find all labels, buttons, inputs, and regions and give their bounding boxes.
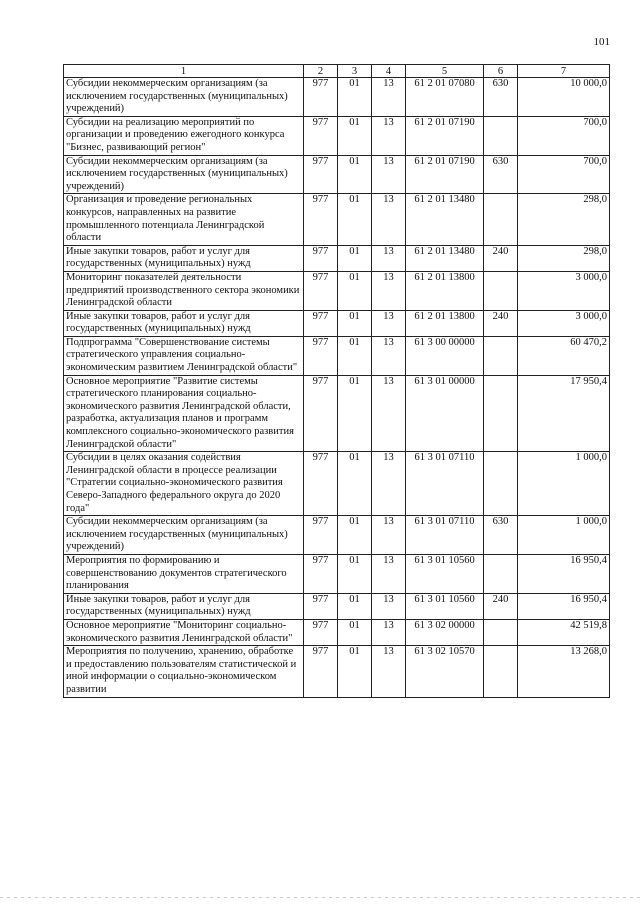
grbs-code-cell: 977 xyxy=(304,646,338,697)
grbs-code-cell: 977 xyxy=(304,375,338,452)
amount-cell: 10 000,0 xyxy=(518,78,610,117)
expense-type-cell xyxy=(484,646,518,697)
table-row xyxy=(64,271,610,310)
amount-cell: 16 950,4 xyxy=(518,593,610,619)
section-code-cell: 01 xyxy=(338,646,372,697)
amount-cell: 700,0 xyxy=(518,155,610,194)
subsection-code-cell: 13 xyxy=(372,619,406,645)
expense-type-cell xyxy=(484,375,518,452)
section-code-cell: 01 xyxy=(338,78,372,117)
expense-name-cell: Субсидии некоммерческим организациям (за исключением государственных (муниципальных) учреждений) xyxy=(64,78,304,117)
table-row xyxy=(64,646,610,697)
table-row xyxy=(64,516,610,555)
expense-name-cell: Иные закупки товаров, работ и услуг для государственных (муниципальных) нужд xyxy=(64,593,304,619)
table-row xyxy=(64,245,610,271)
target-article-cell: 61 3 02 10570 xyxy=(406,646,484,697)
target-article-cell: 61 3 00 00000 xyxy=(406,336,484,375)
grbs-code-cell: 977 xyxy=(304,78,338,117)
section-code-cell: 01 xyxy=(338,155,372,194)
grbs-code-cell: 977 xyxy=(304,310,338,336)
expense-type-cell: 630 xyxy=(484,516,518,555)
subsection-code-cell: 13 xyxy=(372,116,406,155)
expense-type-cell: 240 xyxy=(484,593,518,619)
table-row xyxy=(64,619,610,645)
table-row xyxy=(64,452,610,516)
subsection-code-cell: 13 xyxy=(372,516,406,555)
subsection-code-cell: 13 xyxy=(372,554,406,593)
amount-cell: 700,0 xyxy=(518,116,610,155)
section-code-cell: 01 xyxy=(338,375,372,452)
target-article-cell: 61 2 01 13800 xyxy=(406,310,484,336)
amount-cell: 16 950,4 xyxy=(518,554,610,593)
target-article-cell: 61 2 01 07190 xyxy=(406,155,484,194)
expense-name-cell: Субсидии некоммерческим организациям (за исключением государственных (муниципальных) учреждений) xyxy=(64,155,304,194)
table-row xyxy=(64,194,610,245)
table-row xyxy=(64,336,610,375)
expense-name-cell: Организация и проведение региональных конкурсов, направленных на развитие промышленного потенциала Ленинградской области xyxy=(64,194,304,245)
column-header: 5 xyxy=(406,65,484,78)
section-code-cell: 01 xyxy=(338,619,372,645)
section-code-cell: 01 xyxy=(338,516,372,555)
subsection-code-cell: 13 xyxy=(372,336,406,375)
grbs-code-cell: 977 xyxy=(304,116,338,155)
amount-cell: 1 000,0 xyxy=(518,452,610,516)
grbs-code-cell: 977 xyxy=(304,245,338,271)
expense-type-cell xyxy=(484,336,518,375)
expense-name-cell: Субсидии на реализацию мероприятий по организации и проведению ежегодного конкурса "Бизнес, развивающий регион" xyxy=(64,116,304,155)
amount-cell: 298,0 xyxy=(518,194,610,245)
target-article-cell: 61 2 01 13480 xyxy=(406,245,484,271)
expense-type-cell xyxy=(484,452,518,516)
expense-type-cell xyxy=(484,619,518,645)
target-article-cell: 61 3 01 00000 xyxy=(406,375,484,452)
subsection-code-cell: 13 xyxy=(372,310,406,336)
table-row xyxy=(64,78,610,117)
section-code-cell: 01 xyxy=(338,116,372,155)
expense-name-cell: Субсидии в целях оказания содействия Ленинградской области в процессе реализации "Стратегии социально-экономического развития Северо-Западного федерального округа до 2020 года" xyxy=(64,452,304,516)
expense-type-cell: 630 xyxy=(484,155,518,194)
grbs-code-cell: 977 xyxy=(304,336,338,375)
column-header: 2 xyxy=(304,65,338,78)
amount-cell: 13 268,0 xyxy=(518,646,610,697)
amount-cell: 298,0 xyxy=(518,245,610,271)
grbs-code-cell: 977 xyxy=(304,516,338,555)
expense-name-cell: Иные закупки товаров, работ и услуг для государственных (муниципальных) нужд xyxy=(64,245,304,271)
subsection-code-cell: 13 xyxy=(372,245,406,271)
table-row xyxy=(64,116,610,155)
grbs-code-cell: 977 xyxy=(304,554,338,593)
amount-cell: 42 519,8 xyxy=(518,619,610,645)
grbs-code-cell: 977 xyxy=(304,593,338,619)
subsection-code-cell: 13 xyxy=(372,271,406,310)
amount-cell: 3 000,0 xyxy=(518,271,610,310)
amount-cell: 3 000,0 xyxy=(518,310,610,336)
expense-name-cell: Субсидии некоммерческим организациям (за исключением государственных (муниципальных) учреждений) xyxy=(64,516,304,555)
column-header: 3 xyxy=(338,65,372,78)
section-code-cell: 01 xyxy=(338,310,372,336)
expense-type-cell xyxy=(484,554,518,593)
section-code-cell: 01 xyxy=(338,593,372,619)
subsection-code-cell: 13 xyxy=(372,155,406,194)
table-header-row xyxy=(64,65,610,78)
grbs-code-cell: 977 xyxy=(304,452,338,516)
target-article-cell: 61 2 01 07190 xyxy=(406,116,484,155)
subsection-code-cell: 13 xyxy=(372,375,406,452)
table-row xyxy=(64,375,610,452)
section-code-cell: 01 xyxy=(338,452,372,516)
grbs-code-cell: 977 xyxy=(304,619,338,645)
section-code-cell: 01 xyxy=(338,554,372,593)
target-article-cell: 61 2 01 13800 xyxy=(406,271,484,310)
expense-type-cell xyxy=(484,271,518,310)
expense-name-cell: Иные закупки товаров, работ и услуг для государственных (муниципальных) нужд xyxy=(64,310,304,336)
page-number: 101 xyxy=(593,36,610,48)
column-header: 4 xyxy=(372,65,406,78)
grbs-code-cell: 977 xyxy=(304,271,338,310)
amount-cell: 60 470,2 xyxy=(518,336,610,375)
expense-type-cell: 240 xyxy=(484,245,518,271)
target-article-cell: 61 3 01 07110 xyxy=(406,516,484,555)
section-code-cell: 01 xyxy=(338,245,372,271)
subsection-code-cell: 13 xyxy=(372,78,406,117)
subsection-code-cell: 13 xyxy=(372,452,406,516)
table-row xyxy=(64,593,610,619)
budget-table xyxy=(63,64,610,698)
amount-cell: 17 950,4 xyxy=(518,375,610,452)
section-code-cell: 01 xyxy=(338,271,372,310)
expense-name-cell: Подпрограмма "Совершенствование системы стратегического управления социально-экономическим развитием Ленинградской области" xyxy=(64,336,304,375)
expense-name-cell: Основное мероприятие "Мониторинг социально-экономического развития Ленинградской области" xyxy=(64,619,304,645)
expense-name-cell: Мероприятия по получению, хранению, обработке и предоставлению пользователям статистической и иной информации о социально-экономическом развитии xyxy=(64,646,304,697)
column-header: 6 xyxy=(484,65,518,78)
expense-name-cell: Мониторинг показателей деятельности предприятий производственного сектора экономики Ленинградской области xyxy=(64,271,304,310)
table-body xyxy=(64,78,610,698)
table-row xyxy=(64,310,610,336)
table-row xyxy=(64,554,610,593)
table-row xyxy=(64,155,610,194)
target-article-cell: 61 3 01 07110 xyxy=(406,452,484,516)
subsection-code-cell: 13 xyxy=(372,194,406,245)
section-code-cell: 01 xyxy=(338,194,372,245)
amount-cell: 1 000,0 xyxy=(518,516,610,555)
column-header: 1 xyxy=(64,65,304,78)
scan-edge-divider xyxy=(0,897,640,898)
target-article-cell: 61 2 01 13480 xyxy=(406,194,484,245)
grbs-code-cell: 977 xyxy=(304,194,338,245)
expense-type-cell xyxy=(484,194,518,245)
subsection-code-cell: 13 xyxy=(372,646,406,697)
subsection-code-cell: 13 xyxy=(372,593,406,619)
expense-type-cell: 630 xyxy=(484,78,518,117)
expense-type-cell xyxy=(484,116,518,155)
expense-name-cell: Мероприятия по формированию и совершенствованию документов стратегического планирования xyxy=(64,554,304,593)
grbs-code-cell: 977 xyxy=(304,155,338,194)
column-header: 7 xyxy=(518,65,610,78)
target-article-cell: 61 3 01 10560 xyxy=(406,593,484,619)
target-article-cell: 61 2 01 07080 xyxy=(406,78,484,117)
expense-type-cell: 240 xyxy=(484,310,518,336)
expense-name-cell: Основное мероприятие "Развитие системы стратегического планирования социально-экономического развития Ленинградской области, разработка, актуализация планов и программ комплексного социально-экономического развития Ленинградской области" xyxy=(64,375,304,452)
target-article-cell: 61 3 02 00000 xyxy=(406,619,484,645)
section-code-cell: 01 xyxy=(338,336,372,375)
target-article-cell: 61 3 01 10560 xyxy=(406,554,484,593)
